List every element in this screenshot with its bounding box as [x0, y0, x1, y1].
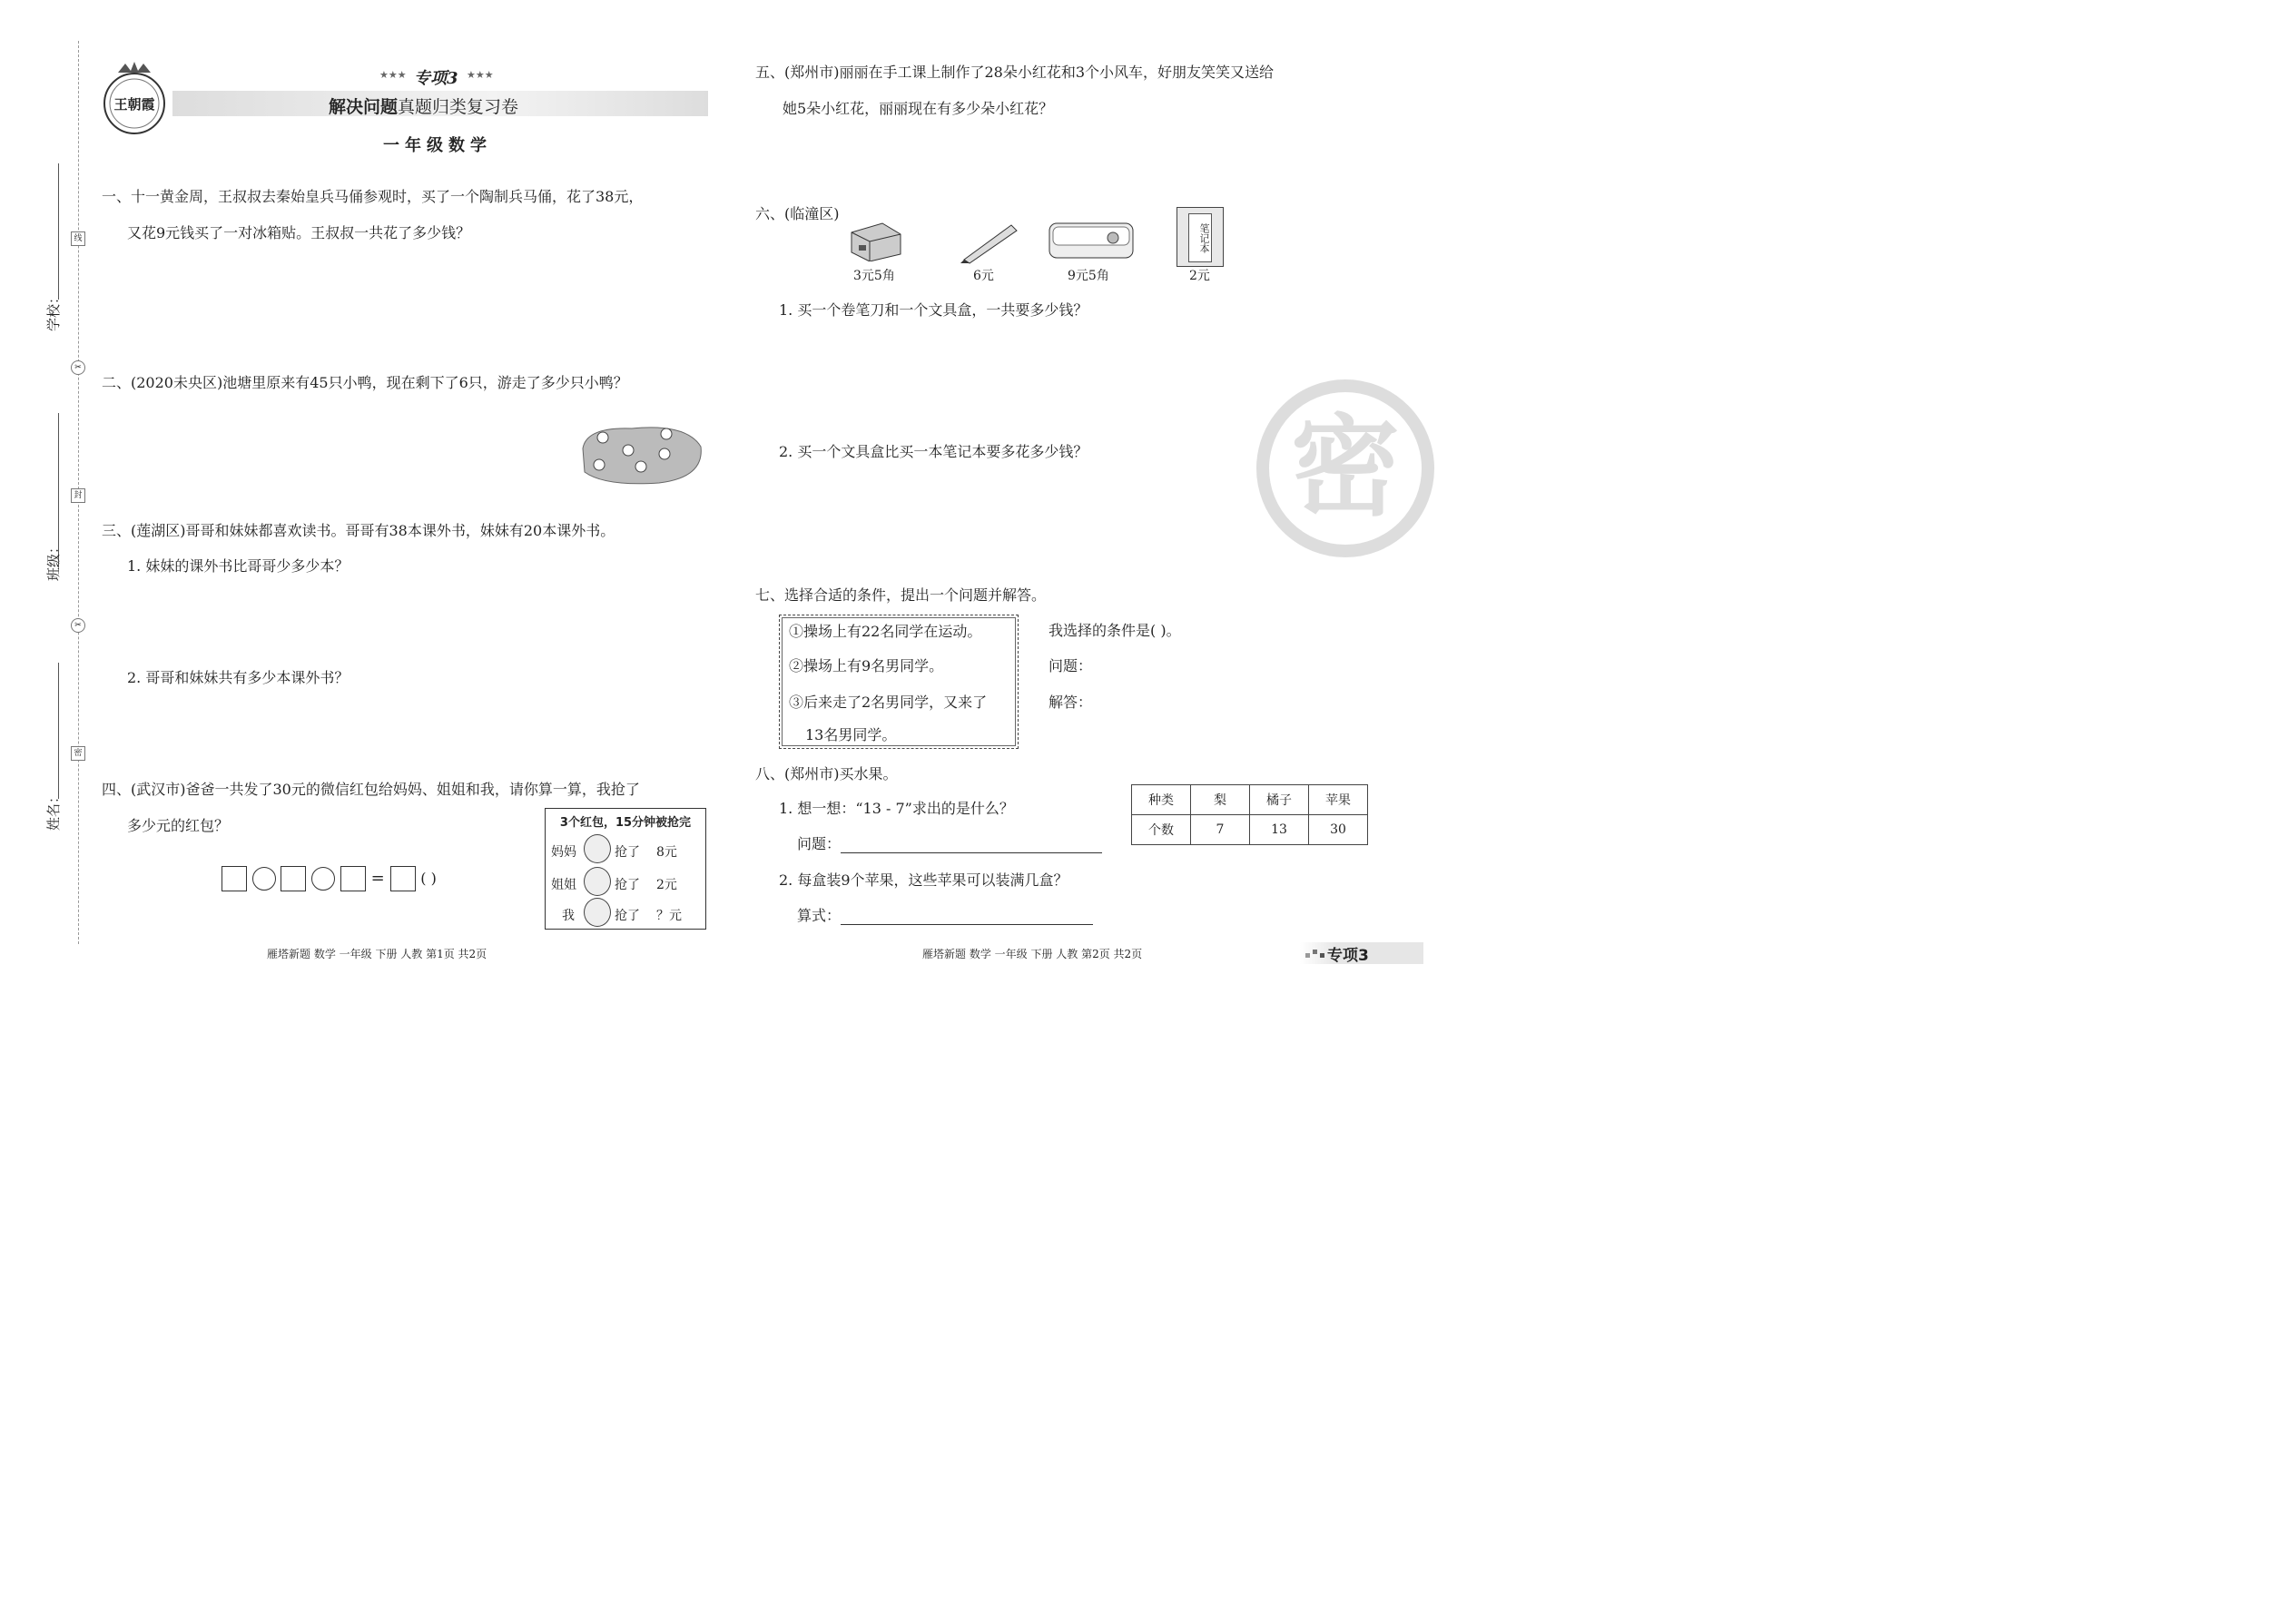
sharpener-icon [846, 214, 904, 265]
q2-line1: 二、(2020未央区)池塘里原来有45只小鸭，现在剩下了6只，游走了多少只小鸭？ [102, 374, 628, 391]
boy-avatar [584, 898, 611, 927]
table-header: 苹果 [1309, 785, 1368, 815]
q1-line1: 一、十一黄金周，王叔叔去秦始皇兵马俑参观时，买了一个陶制兵马俑，花了38元， [102, 188, 644, 205]
mark-xian: 线 [71, 231, 85, 246]
q7-line1: 七、选择合适的条件，提出一个问题并解答。 [755, 586, 1047, 604]
q4-equation: = ( ) [222, 866, 437, 891]
name-line [58, 663, 59, 799]
school-line [58, 163, 59, 300]
fruit-table [1131, 784, 1368, 845]
pond-ducks-image [577, 421, 704, 490]
answer-line[interactable] [841, 908, 1093, 925]
answer-box[interactable] [390, 866, 416, 891]
table-header: 梨 [1191, 785, 1250, 815]
price-sharpener: 3元5角 [853, 269, 895, 283]
conditions-box [779, 615, 1019, 749]
stars-left: ★★★ [379, 69, 407, 81]
table-header: 种类 [1132, 785, 1191, 815]
q6-sub1: 1. 买一个卷笔刀和一个文具盒，一共要多少钱？ [779, 301, 1088, 319]
q3-line1: 三、(莲湖区)哥哥和妹妹都喜欢读书。哥哥有38本课外书，妹妹有20本课外书。 [102, 522, 615, 539]
class-label: 班级： [45, 539, 62, 581]
answer-line[interactable] [841, 836, 1102, 853]
price-pencil-box: 9元5角 [1068, 269, 1109, 283]
mom-avatar [584, 834, 611, 863]
pen-icon [959, 220, 1022, 269]
footer-tag: 专项3 [1327, 947, 1369, 965]
brand-logo: 王朝霞 [100, 60, 169, 136]
school-label: 学校： [45, 290, 62, 331]
q7-question-label: 问题： [1049, 657, 1093, 674]
q6-line1: 六、(临潼区) [755, 205, 840, 222]
q3-sub2: 2. 哥哥和妹妹共有多少本课外书？ [127, 669, 350, 686]
condition-1: ①操场上有22名同学在运动。 [789, 623, 982, 640]
q7-answer-label: 解答： [1049, 694, 1093, 711]
q8-sub2-label: 算式： [797, 907, 1093, 925]
q5-line1: 五、(郑州市)丽丽在手工课上制作了28朵小红花和3个小风车，好朋友笑笑又送给 [755, 64, 1275, 81]
operator-circle[interactable] [311, 867, 335, 891]
footer-tag-band [1300, 942, 1423, 964]
topic-label: 专项3 [414, 69, 458, 88]
price-notebook: 2元 [1189, 269, 1210, 283]
table-cell: 13 [1250, 815, 1309, 845]
q3-sub1: 1. 妹妹的课外书比哥哥少多少本？ [127, 557, 350, 575]
mark-feng: 封 [71, 488, 85, 503]
table-row [1132, 815, 1368, 845]
page-subtitle: 一年级数学 [383, 136, 492, 155]
table-cell: 30 [1309, 815, 1368, 845]
q8-sub1-label: 问题： [797, 835, 1102, 853]
q8-line1: 八、(郑州市)买水果。 [755, 765, 898, 782]
condition-3-cont: 13名男同学。 [805, 726, 897, 743]
q6-sub2: 2. 买一个文具盒比买一本笔记本要多花多少钱？ [779, 443, 1088, 460]
watermark-seal: 密 [1256, 379, 1434, 557]
q1-line2: 又花9元钱买了一对冰箱贴。王叔叔一共花了多少钱？ [127, 224, 471, 241]
q5-line2: 她5朵小红花，丽丽现在有多少朵小红花？ [783, 100, 1054, 117]
scissor-circle-icon: ✂ [71, 360, 85, 375]
red-packet-card: 3个红包，15分钟被抢完 妈妈 抢了 8元 姐姐 抢了 2元 我 抢了 ？元 [545, 808, 706, 930]
stars-right: ★★★ [467, 69, 494, 81]
table-cell: 7 [1191, 815, 1250, 845]
q4-line1: 四、(武汉市)爸爸一共发了30元的微信红包给妈妈、姐姐和我，请你算一算，我抢了 [102, 781, 640, 798]
answer-box[interactable] [340, 866, 366, 891]
table-row [1132, 785, 1368, 815]
condition-2: ②操场上有9名男同学。 [789, 657, 944, 674]
answer-box[interactable] [222, 866, 247, 891]
mark-mi: 密 [71, 746, 85, 761]
q7-choose: 我选择的条件是( )。 [1049, 622, 1181, 639]
scissor-circle-icon: ✂ [71, 618, 85, 633]
sister-avatar [584, 867, 611, 896]
q4-line2: 多少元的红包？ [127, 817, 230, 834]
footer-right: 雁塔新题 数学 一年级 下册 人教 第2页 共2页 [922, 948, 1143, 960]
card-row-who: 妈妈 [551, 845, 576, 860]
notebook-icon: 笔记本 [1177, 207, 1224, 267]
table-cell: 个数 [1132, 815, 1191, 845]
pencil-box-icon [1048, 218, 1135, 267]
operator-circle[interactable] [252, 867, 276, 891]
condition-3: ③后来走了2名男同学，又来了 [789, 694, 988, 711]
price-pen: 6元 [973, 269, 994, 283]
q8-sub1: 1. 想一想：“13 - 7”求出的是什么？ [779, 800, 1014, 817]
table-header: 橘子 [1250, 785, 1309, 815]
name-label: 姓名： [45, 789, 62, 831]
q8-sub2: 2. 每盒装9个苹果，这些苹果可以装满几盒？ [779, 871, 1068, 889]
page-title: 解决问题真题归类复习卷 [329, 97, 519, 117]
answer-box[interactable] [281, 866, 306, 891]
footer-left: 雁塔新题 数学 一年级 下册 人教 第1页 共2页 [267, 948, 487, 960]
